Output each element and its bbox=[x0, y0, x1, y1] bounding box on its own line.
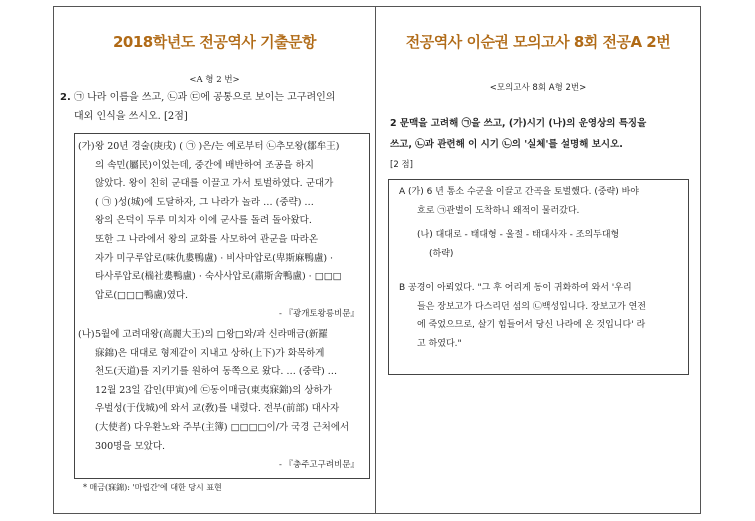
passage-line: A (가) 6 년 통소 수군을 이끌고 간곡을 토벌했다. (중략) 바야 bbox=[399, 187, 639, 197]
passage-line: 우벌성(于伐城)에 와서 교(敎)를 내렸다. 전부(前部) 대사자 bbox=[95, 403, 340, 415]
passage-line: 자가 미구루압로(味仇婁鴨盧) · 비사마압로(卑斯麻鴨盧) · bbox=[95, 252, 334, 264]
passage-a-source: - 『광개토왕릉비문』 bbox=[278, 309, 359, 320]
left-form-label: <A 형 2 번> bbox=[189, 75, 240, 85]
passage-line: 또한 그 나라에서 왕의 교화를 사모하여 관군을 따라온 bbox=[95, 233, 319, 245]
passage-line: 12월 23일 갑인(甲寅)에 ㉢동이매금(東夷寐錦)의 상하가 bbox=[95, 384, 332, 396]
passage-line: 왕 20년 경술(庚戌) ( ㉠ )은/는 예로부터 ㉡추모왕(鄒牟王) bbox=[95, 141, 340, 152]
left-passage-a bbox=[75, 138, 369, 305]
passage-line: 압로(□□□鴨盧)였다. bbox=[95, 289, 189, 301]
passage-b-source: - 『충주고구려비문』 bbox=[278, 460, 359, 471]
passage-line: 들은 장보고가 다스리던 섬의 ㉡백성입니다. 장보고가 연전 bbox=[417, 301, 646, 312]
left-panel bbox=[53, 6, 376, 514]
passage-line: (大使者) 다우환노와 주부(主簿) □□□□이/가 국경 근처에서 bbox=[95, 421, 350, 433]
passage-line: 의 속민(屬民)이었는데, 중간에 배반하여 조공을 하지 bbox=[95, 159, 314, 171]
passage-line: 타사루압로(椯社婁鴨盧) · 숙사사압로(肅斯舍鴨盧) · □□□ bbox=[95, 271, 342, 283]
passage-line: B 공경이 아뢰었다. "그 후 어리게 동이 귀화하여 와서 '우리 bbox=[399, 283, 632, 293]
passage-line: 寐錦)은 대대로 형제같이 지내고 상하(上下)가 화목하게 bbox=[95, 347, 325, 359]
passage-line: (하략) bbox=[429, 248, 454, 259]
right-source-box bbox=[388, 179, 689, 375]
right-points: [2 점] bbox=[390, 160, 413, 170]
passage-a-marker: (가) bbox=[78, 141, 95, 152]
right-form-label: <모의고사 8회 A형 2번> bbox=[489, 83, 587, 93]
passage-line: 흐로 ㉠관벌이 도착하니 왜적이 물러갔다. bbox=[417, 205, 580, 216]
left-passage-b bbox=[75, 326, 369, 456]
passage-b-marker: (나) bbox=[78, 328, 95, 340]
left-question-line2: 대외 인식을 쓰시오. [2점] bbox=[74, 111, 188, 122]
right-title: 전공역사 이순권 모의고사 8회 전공A 2번 bbox=[405, 33, 671, 51]
left-question-line1: ㉠ 나라 이름을 쓰고, ㉡과 ㉢에 공통으로 보이는 고구려인의 bbox=[73, 92, 336, 103]
right-question-line1: 2 문맥을 고려해 ㉠을 쓰고, (가)시기 (나)의 운영상의 특징을 bbox=[390, 118, 647, 129]
left-source-box bbox=[74, 133, 370, 492]
passage-line: 않았다. 왕이 친히 군대를 이끌고 가서 토벌하였다. 군대가 bbox=[95, 178, 334, 190]
passage-line: 300명을 모았다. bbox=[95, 440, 166, 452]
left-title: 2018학년도 전공역사 기출문항 bbox=[112, 33, 317, 51]
right-question bbox=[390, 113, 696, 176]
passage-line: 고 하였다." bbox=[417, 338, 462, 349]
passage-line: 에 죽었으므로, 살기 힘들어서 당신 나라에 온 것입니다' 라 bbox=[417, 320, 646, 330]
passage-line: 천도(天道)를 지키기를 원하여 동쪽으로 왔다. … (중략) … bbox=[95, 366, 338, 378]
left-question-number: 2. bbox=[60, 92, 71, 103]
passage-line: 5월에 고려대왕(高麗大王)의 □왕□와/과 신라매금(新羅 bbox=[95, 328, 328, 340]
passage-line: 왕의 은덕이 두루 미치자 이에 군사를 돌려 돌아왔다. bbox=[95, 215, 312, 227]
footnote: * 매금(寐錦): '마립간'에 대한 당시 표현 bbox=[83, 482, 222, 492]
passage-line: ( ㉠ )성(城)에 도달하자, 그 나라가 놀라 … (중략) … bbox=[95, 196, 314, 208]
right-panel bbox=[376, 6, 701, 514]
right-question-line2: 쓰고, ㉡과 관련해 이 시기 ㉡의 '실체'를 설명해 보시오. bbox=[390, 139, 623, 150]
passage-line: (나) 대대로 - 태대형 - 울절 - 태대사자 - 조의두대형 bbox=[417, 230, 620, 240]
left-question bbox=[60, 88, 372, 126]
